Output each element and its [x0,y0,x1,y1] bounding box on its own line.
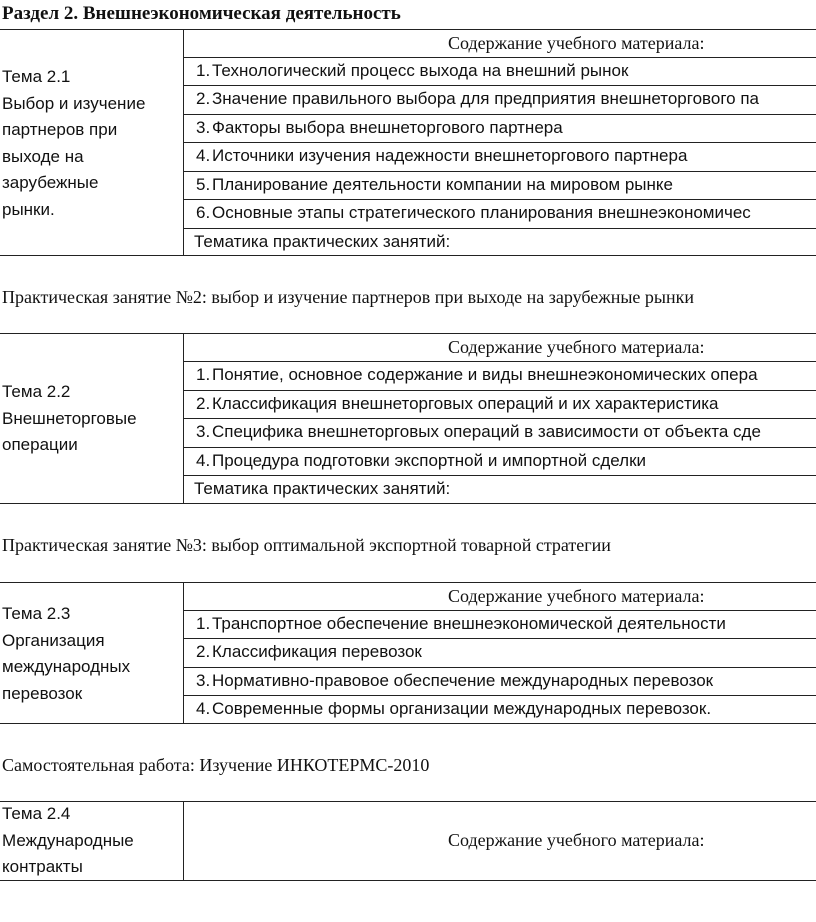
content-header: Содержание учебного материала: [448,586,705,606]
topic-title-line: Организация [2,630,105,650]
table-row [184,57,816,85]
item-number: 6. [196,203,211,222]
topic-title-line: Внешнеторговые [2,408,137,428]
topic-title-line: операции [2,435,78,454]
content-header-row [184,826,816,854]
content-header-row [184,29,816,57]
table-row [184,667,816,695]
item-text: Современные формы организации международных перевозок. [212,699,712,718]
content-header-row [184,582,816,610]
row-divider [184,255,816,256]
content-header-row [184,333,816,361]
item-text: Специфика внешнеторговых операций в зависимости от объекта сде [212,422,761,441]
item-number: 2. [196,394,211,413]
item-text: Факторы выбора внешнеторгового партнера [212,118,563,137]
topic-title-line: зарубежные [2,173,99,192]
item-number: 3. [196,118,211,137]
item-text: Технологический процесс выхода на внешний рынок [212,61,629,80]
item-number: 3. [196,671,211,690]
item-number: 2. [196,642,211,661]
topic-title-line: контракты [2,857,83,876]
table-row [184,85,816,114]
practice-note: Практическая занятие №2: выбор и изучение партнеров при выходе на зарубежные рынки [2,287,695,307]
table-row [184,199,816,228]
table-row [184,390,816,418]
table-row [184,638,816,667]
item-text: Планирование деятельности компании на мировом рынке [212,175,673,194]
table-border [0,503,184,504]
practice-header-row [184,228,816,255]
table-row [184,418,816,447]
content-header: Содержание учебного материала: [448,337,705,357]
item-number: 4. [196,146,211,165]
content-header: Содержание учебного материала: [448,830,705,850]
practice-header: Тематика практических занятий: [194,232,451,251]
item-text: Классификация внешнеторговых операций и их характеристика [212,394,719,413]
item-number: 5. [196,175,211,194]
item-number: 4. [196,699,211,718]
item-text: Источники изучения надежности внешнеторгового партнера [212,146,688,165]
topic-number: Тема 2.3 [2,604,71,623]
section-title: Раздел 2. Внешнеэкономическая деятельность [2,3,401,24]
table-row [184,114,816,142]
table-border [0,255,184,256]
table-row [184,142,816,171]
table-row [184,447,816,475]
topic-cell [2,801,134,881]
topic-cell [2,64,145,223]
row-divider [184,503,816,504]
topic-title-line: международных [2,657,131,676]
table-row [184,695,816,723]
item-text: Процедура подготовки экспортной и импортной сделки [212,451,647,470]
topic-number: Тема 2.4 [2,804,71,823]
item-text: Основные этапы стратегического планирования внешнеэкономичес [212,203,751,222]
table-row [184,361,816,390]
item-text: Значение правильного выбора для предприятия внешнеторгового па [212,89,759,108]
topic-title-line: перевозок [2,683,83,703]
topic-number: Тема 2.1 [2,67,71,86]
item-number: 1. [196,365,211,384]
topic-title-line: Выбор и изучение [2,93,146,113]
topic-cell [2,379,137,459]
practice-note: Практическая занятие №3: выбор оптимальной экспортной товарной стратегии [2,535,611,555]
topic-title-line: партнеров при [2,120,118,139]
item-number: 3. [196,422,211,441]
topic-title-line: Международные [2,830,134,850]
item-text: Транспортное обеспечение внешнеэкономической деятельности [212,614,726,633]
item-number: 2. [196,89,211,108]
topic-cell [2,601,130,707]
topic-title-line: выходе на [2,146,84,166]
practice-header-row [184,475,816,503]
self-study-note: Самостоятельная работа: Изучение ИНКОТЕРМС-2010 [2,755,430,775]
practice-header: Тематика практических занятий: [194,479,451,498]
item-number: 1. [196,61,211,80]
content-header: Содержание учебного материала: [448,33,705,53]
row-divider [184,723,816,724]
topic-number: Тема 2.2 [2,382,71,401]
table-row [184,610,816,638]
item-number: 1. [196,614,211,633]
table-border [0,723,184,724]
item-number: 4. [196,451,211,470]
table-row [184,171,816,199]
item-text: Нормативно-правовое обеспечение международных перевозок [212,671,714,690]
topic-title-line: рынки. [2,199,55,219]
item-text: Классификация перевозок [212,642,422,661]
item-text: Понятие, основное содержание и виды внешнеэкономических опера [212,365,758,384]
